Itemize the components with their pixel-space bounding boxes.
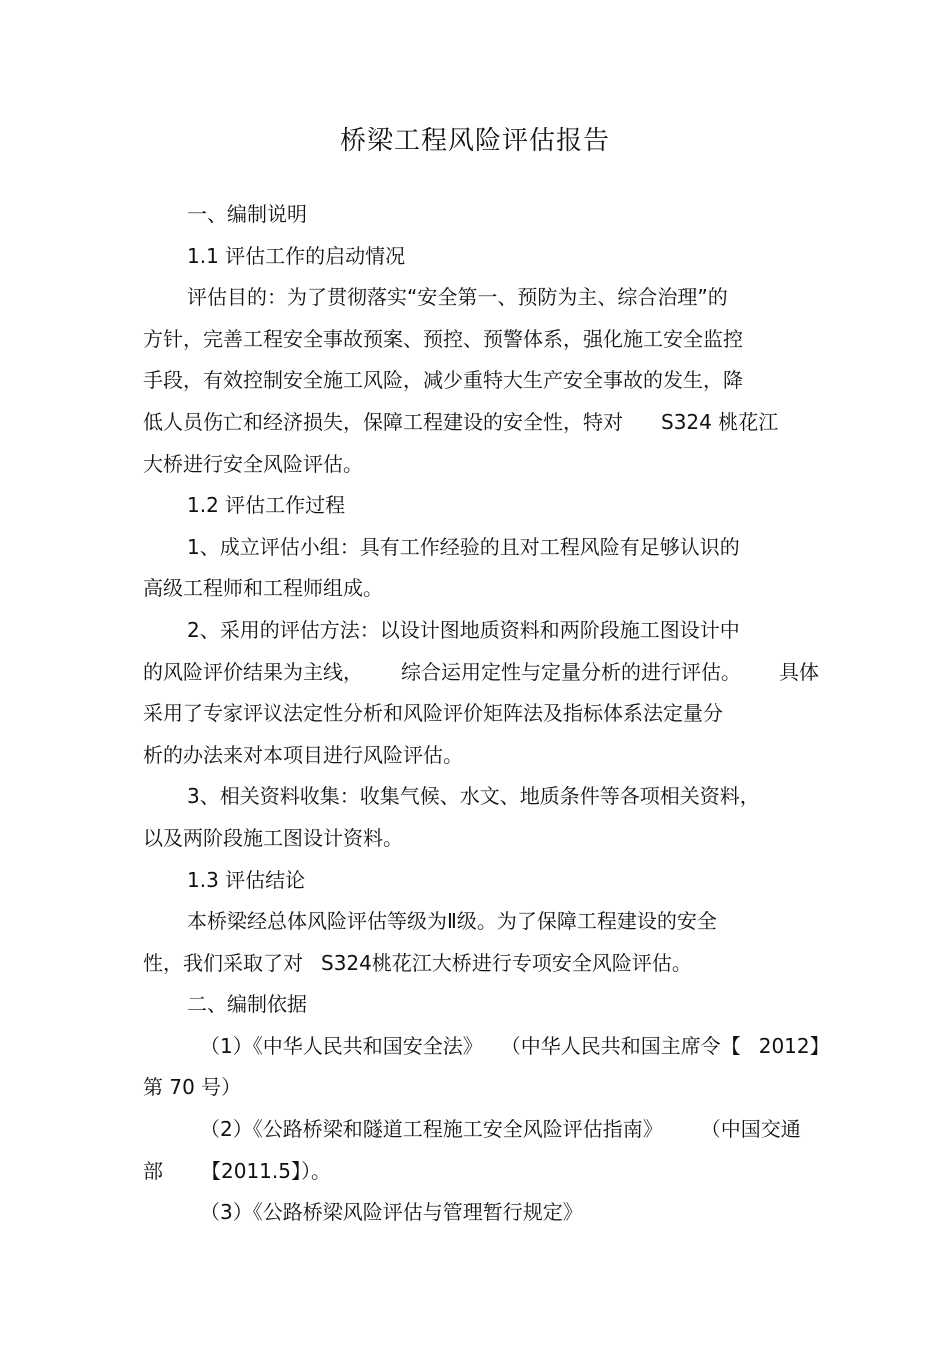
paragraph-line: 以及两阶段施工图设计资料。 <box>143 825 403 850</box>
paragraph-line: 评估目的：为了贯彻落实“安全第一、预防为主、综合治理”的 <box>187 285 728 310</box>
text-segment: 性，我们采取了对 <box>143 950 303 975</box>
text-segment: S324 桃花江 <box>661 409 779 434</box>
section-heading: 一、编制说明 <box>187 202 307 226</box>
text-segment: （2）《公路桥梁和隧道工程施工安全风险评估指南》 <box>200 1117 663 1142</box>
reference-item: （3）《公路桥梁风险评估与管理暂行规定》 <box>200 1200 583 1225</box>
paragraph-line <box>143 652 819 694</box>
paragraph-line: 1、成立评估小组：具有工作经验的且对工程风险有足够认识的 <box>187 534 740 559</box>
text-segment: S324桃花江大桥进行专项安全风险评估。 <box>321 950 692 975</box>
paragraph-line: 析的办法来对本项目进行风险评估。 <box>143 742 463 767</box>
paragraph-line: 高级工程师和工程师组成。 <box>143 576 383 601</box>
text-segment: 具体 <box>779 659 819 684</box>
subsection-heading: 1.3 评估结论 <box>187 867 306 892</box>
section-heading: 二、编制依据 <box>187 992 307 1017</box>
text-segment: 的风险评价结果为主线， <box>143 659 363 684</box>
text-segment: 部 <box>143 1158 163 1183</box>
reference-item <box>143 1109 808 1151</box>
paragraph-line: 采用了专家评议法定性分析和风险评价矩阵法及指标体系法定量分 <box>143 701 723 726</box>
paragraph-line: 大桥进行安全风险评估。 <box>143 451 363 476</box>
reference-item-continued: 第 70 号） <box>143 1075 242 1100</box>
page-title: 桥梁工程风险评估报告 <box>339 126 610 156</box>
paragraph-line: 3、相关资料收集：收集气候、水文、地质条件等各项相关资料， <box>187 784 760 809</box>
text-segment: 低人员伤亡和经济损失，保障工程建设的安全性，特对 <box>143 409 623 434</box>
text-segment: 【2011.5】）。 <box>201 1158 331 1183</box>
paragraph-line: 2、采用的评估方法：以设计图地质资料和两阶段施工图设计中 <box>187 617 740 642</box>
paragraph-line: 本桥梁经总体风险评估等级为Ⅱ级。为了保障工程建设的安全 <box>187 909 717 934</box>
reference-item <box>143 1026 830 1068</box>
text-segment: 综合运用定性与定量分析的进行评估。 <box>401 659 741 684</box>
document-body <box>143 194 830 1234</box>
text-segment: （中国交通 <box>700 1117 801 1142</box>
text-segment: 2012】 <box>758 1033 830 1058</box>
paragraph-line: 方针，完善工程安全事故预案、预控、预警体系，强化施工安全监控 <box>143 326 743 351</box>
reference-item-continued <box>143 1151 808 1193</box>
text-segment: （中华人民共和国主席令【 <box>500 1033 741 1058</box>
paragraph-line: 手段，有效控制安全施工风险，减少重特大生产安全事故的发生，降 <box>143 368 743 393</box>
text-segment: （1）《中华人民共和国安全法》 <box>200 1033 483 1058</box>
subsection-heading: 1.1 评估工作的启动情况 <box>187 243 406 268</box>
paragraph-line <box>143 402 808 444</box>
paragraph-line <box>143 943 808 985</box>
subsection-heading: 1.2 评估工作过程 <box>187 493 346 518</box>
